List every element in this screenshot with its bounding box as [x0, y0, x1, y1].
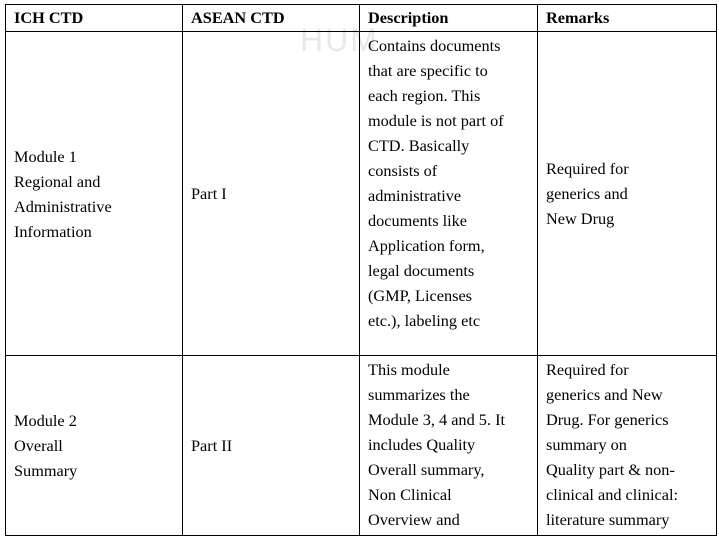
- remarks-line: clinical and clinical:: [546, 485, 678, 504]
- description-line: CTD. Basically: [368, 136, 470, 155]
- description-line: legal documents: [368, 261, 475, 280]
- remarks-line: summary on: [546, 435, 627, 454]
- asean-cell: Part I: [183, 32, 360, 356]
- description-line: etc.), labeling etc: [368, 311, 481, 330]
- remarks-line: Required for: [546, 360, 629, 379]
- description-line: Non Clinical: [368, 485, 452, 504]
- remarks-cell: [538, 32, 717, 356]
- header-remarks: Remarks: [538, 5, 717, 32]
- description-cell: [360, 32, 538, 356]
- remarks-line: New Drug: [546, 209, 615, 228]
- asean-cell: Part II: [183, 356, 360, 536]
- ich-line: Module 2: [14, 411, 77, 430]
- description-line: documents like: [368, 211, 468, 230]
- description-line: This module: [368, 360, 450, 379]
- description-cell: [360, 356, 538, 536]
- table-row: [6, 356, 717, 536]
- ich-line: Regional and: [14, 171, 101, 191]
- description-line: Overall summary,: [368, 460, 485, 479]
- ich-line: Overall: [14, 436, 63, 455]
- header-ich-ctd: ICH CTD: [6, 5, 183, 32]
- description-line: includes Quality: [368, 435, 476, 454]
- header-asean-ctd: ASEAN CTD: [183, 5, 360, 32]
- remarks-line: Drug. For generics: [546, 410, 669, 429]
- watermark: HUM: [300, 22, 379, 58]
- description-line: each region. This: [368, 86, 481, 105]
- description-line: (GMP, Licenses: [368, 286, 473, 305]
- remarks-cell: [538, 356, 717, 536]
- ich-line: Module 1: [14, 146, 77, 166]
- ich-cell: [6, 356, 183, 536]
- remarks-line: generics and: [546, 184, 628, 203]
- header-row: [6, 5, 717, 32]
- description-line: Overview and: [368, 510, 460, 529]
- ich-line: Information: [14, 221, 92, 241]
- description-line: Application form,: [368, 236, 485, 255]
- remarks-line: Required for: [546, 159, 629, 178]
- remarks-line: Quality part & non-: [546, 460, 675, 479]
- description-line: administrative: [368, 186, 462, 205]
- table-row: [6, 32, 717, 356]
- description-line: module is not part of: [368, 111, 504, 130]
- description-line: Module 3, 4 and 5. It: [368, 410, 506, 429]
- remarks-line: literature summary: [546, 510, 670, 529]
- description-line: Contains documents: [368, 36, 501, 55]
- description-line: that are specific to: [368, 61, 488, 80]
- ich-cell: [6, 32, 183, 356]
- description-line: summarizes the: [368, 385, 470, 404]
- description-line: consists of: [368, 161, 438, 180]
- ich-line: Administrative: [14, 196, 112, 216]
- ich-line: Summary: [14, 461, 78, 480]
- remarks-line: generics and New: [546, 385, 663, 404]
- ctd-comparison-table: [5, 4, 717, 536]
- header-description: Description: [360, 5, 538, 32]
